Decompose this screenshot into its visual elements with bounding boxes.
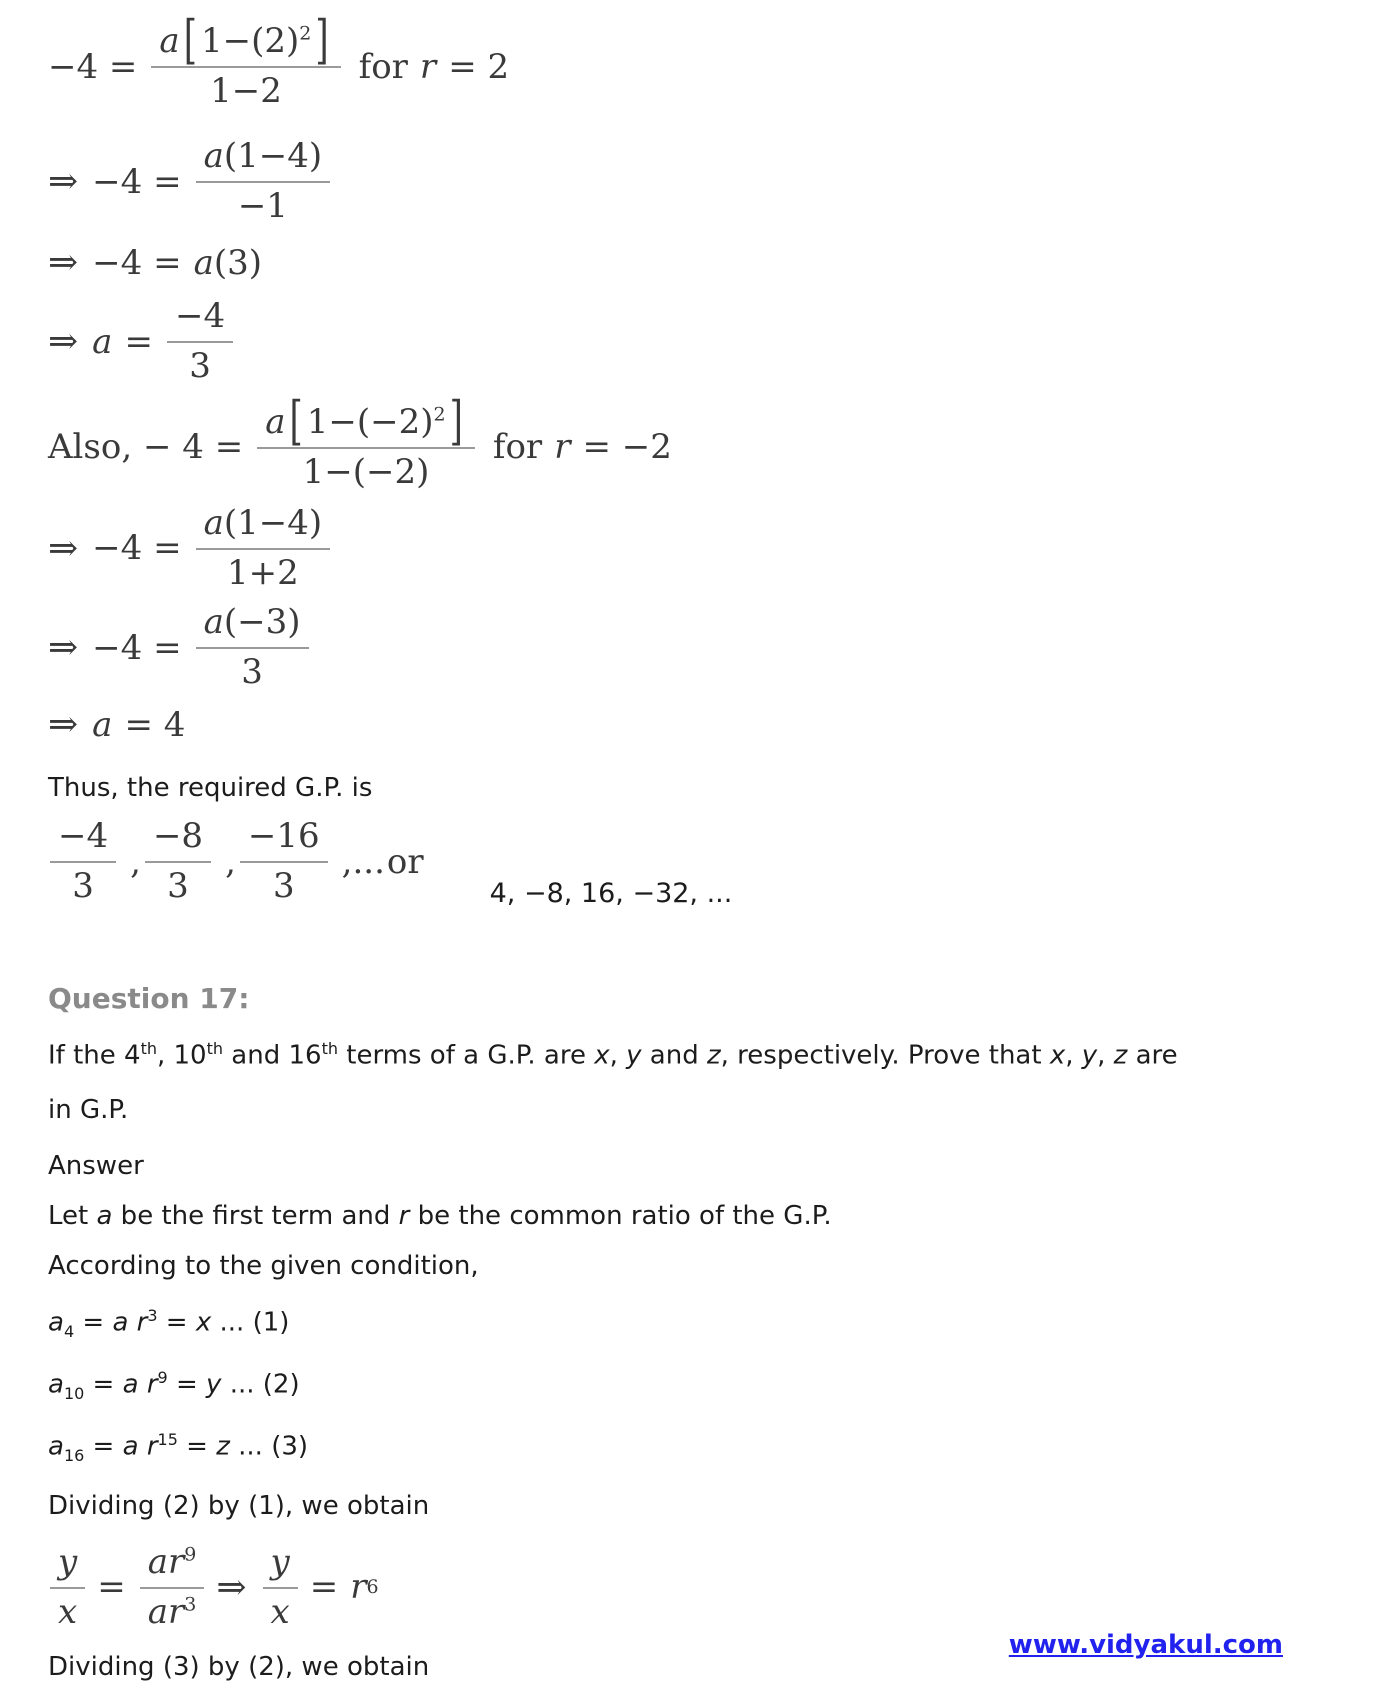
ordinal-superscript: th: [321, 1039, 338, 1059]
let-line: [48, 1199, 1335, 1233]
eq5-num-inner: 1−(−2): [306, 401, 434, 442]
implies-arrow: ⇒: [48, 242, 79, 284]
exponent-9: 9: [184, 1543, 197, 1566]
var-z: z: [1113, 1040, 1128, 1071]
exponent-2: 2: [433, 403, 446, 426]
equation-number: ... (1): [211, 1307, 290, 1338]
comma-separator: ,: [225, 841, 236, 882]
exponent-3: 3: [147, 1305, 158, 1325]
var-a: a: [203, 136, 224, 177]
eq7-lhs: −4 =: [92, 627, 182, 668]
question-text-line1: [48, 1032, 1335, 1073]
eq5-prefix: Also, − 4 =: [48, 427, 244, 468]
dividing-2-by-1-line: Dividing (2) by (1), we obtain: [48, 1490, 430, 1521]
var-a: a: [96, 1200, 113, 1231]
eq1-fraction: [151, 9, 340, 112]
subscript-10: 10: [63, 1383, 85, 1403]
var-ar: ar: [147, 1591, 185, 1632]
term-equation-1: [48, 1299, 1335, 1349]
equation-step-4: [48, 297, 1335, 386]
equals-sign: =: [167, 1369, 207, 1400]
eq3-lhs: −4 =: [92, 242, 182, 283]
eq2-num-rest: (1−4): [223, 136, 323, 177]
var-a: a: [122, 1431, 139, 1462]
equation-sum-formula-r2: [48, 9, 1335, 112]
text-run: , respectively. Prove that: [720, 1040, 1050, 1071]
var-r: r: [554, 427, 571, 468]
for-word: for: [358, 46, 408, 87]
term-equation-3: [48, 1423, 1335, 1473]
var-y: y: [270, 1541, 290, 1582]
thus-required-gp-line: Thus, the required G.P. is: [48, 773, 373, 804]
equals-sign: =: [84, 1369, 123, 1400]
r-value: = −2: [582, 427, 672, 468]
exponent-3: 3: [184, 1593, 197, 1616]
equals-sign: =: [177, 1431, 217, 1462]
for-word: for: [492, 427, 543, 468]
eq6-denominator: 1+2: [196, 548, 331, 593]
var-a: a: [159, 21, 180, 61]
var-a: a: [203, 601, 224, 642]
equals-sign: =: [157, 1307, 196, 1338]
eq6-num-rest: (1−4): [223, 502, 323, 543]
eq1-numerator: [151, 9, 340, 72]
equation-step-8: [48, 704, 1335, 745]
space: [139, 1369, 147, 1399]
gp-fraction-1: [50, 817, 116, 906]
text-run: terms of a G.P. are: [337, 1040, 595, 1071]
exponent-2: 2: [299, 22, 312, 45]
gp-frac2-den: 3: [145, 861, 211, 906]
var-y: y: [58, 1541, 78, 1582]
space: [139, 1431, 147, 1461]
eq7-numerator: [196, 603, 309, 647]
text-run: If the 4: [48, 1040, 141, 1071]
eq2-fraction: [196, 137, 331, 226]
var-a: a: [122, 1369, 139, 1400]
equation-number: ... (3): [229, 1431, 309, 1462]
equation-step-7: [48, 603, 1335, 692]
or-word: or: [386, 841, 424, 882]
text-run: , 10: [156, 1040, 207, 1071]
close-square-bracket: ]: [315, 9, 329, 72]
var-a: a: [92, 321, 113, 362]
text-run: be the first term and: [112, 1200, 399, 1231]
equation-step-2: [48, 137, 1335, 226]
gp-frac1-num: −4: [58, 816, 109, 857]
text-run: and: [641, 1040, 707, 1071]
var-z: z: [216, 1431, 230, 1462]
eq1-denominator: 1−2: [151, 66, 340, 111]
var-y: y: [1081, 1040, 1098, 1071]
implies-arrow: ⇒: [48, 321, 79, 363]
var-r: r: [398, 1200, 410, 1231]
equals-sign: =: [74, 1307, 113, 1338]
equation-step-6: [48, 504, 1335, 593]
eq6-numerator: [196, 504, 331, 548]
var-a: a: [92, 704, 113, 745]
eq5-numerator: [257, 390, 475, 453]
eq1-num-inner: 1−(2): [200, 21, 300, 61]
var-a: a: [203, 502, 224, 543]
implies-arrow: ⇒: [216, 1566, 247, 1608]
equation-sum-formula-r-neg2: [48, 390, 1335, 492]
close-square-bracket: ]: [449, 390, 463, 453]
equals-sign: =: [84, 1431, 123, 1462]
implies-arrow: ⇒: [48, 527, 79, 569]
gp-alternate-series: 4, −8, 16, −32, ...: [489, 878, 733, 910]
term-equation-2: [48, 1361, 1335, 1411]
according-line: According to the given condition,: [48, 1250, 479, 1281]
eq4-denominator: 3: [167, 341, 233, 386]
var-z: z: [706, 1040, 721, 1071]
ratio-frac-ar: [140, 1543, 205, 1632]
eq7-denominator: 3: [196, 647, 309, 692]
open-square-bracket: [: [289, 390, 303, 453]
var-r: r: [350, 1567, 367, 1608]
gp-frac3-den: 3: [240, 861, 328, 906]
eq2-denominator: −1: [196, 181, 331, 226]
vidyakul-footer-link[interactable]: www.vidyakul.com: [1008, 1630, 1283, 1660]
text-run: are: [1127, 1040, 1178, 1071]
var-a: a: [112, 1307, 129, 1338]
exponent-9: 9: [157, 1367, 168, 1387]
ordinal-superscript: th: [206, 1039, 224, 1059]
eq4-fraction: [167, 297, 233, 386]
eq7-fraction: [196, 603, 309, 692]
comma-separator: ,: [130, 841, 141, 882]
var-r: r: [419, 46, 437, 87]
space: [128, 1308, 136, 1338]
question-text-line2: in G.P.: [48, 1094, 129, 1125]
ordinal-superscript: th: [140, 1039, 157, 1059]
var-a: a: [265, 401, 286, 442]
var-x: x: [263, 1587, 298, 1632]
text-run: and 16: [223, 1040, 322, 1071]
equals-sign: =: [309, 1567, 339, 1608]
text-run: ,: [1097, 1040, 1114, 1071]
equals-sign: =: [97, 1567, 126, 1608]
exponent-15: 15: [157, 1429, 178, 1449]
eq6-fraction: [196, 504, 331, 593]
text-run: ,: [1065, 1040, 1082, 1071]
var-a: a: [48, 1431, 64, 1462]
var-y: y: [626, 1040, 642, 1071]
ratio-frac-yx-1: [50, 1543, 85, 1632]
eq2-lhs: −4 =: [92, 161, 182, 202]
answer-label: Answer: [48, 1150, 144, 1181]
gp-fraction-2: [145, 817, 211, 906]
subscript-4: 4: [63, 1321, 75, 1341]
eq5-denominator: 1−(−2): [257, 447, 475, 492]
eq3-rest: (3): [213, 242, 263, 283]
var-a: a: [48, 1307, 64, 1338]
ratio-equation: $\frac{y}{x}$ = $\frac{ar^9}{ar^3}$ ⇒ $\frac{y}{x}$ = r 6: [48, 1543, 1335, 1632]
equals-sign: =: [124, 321, 153, 362]
equation-step-3: [48, 242, 1335, 283]
var-r: r: [146, 1369, 158, 1400]
eq6-lhs: −4 =: [92, 528, 182, 569]
var-y: y: [206, 1369, 222, 1400]
question-heading: Question 17:: [48, 982, 250, 1016]
text-run: Let: [48, 1200, 97, 1231]
var-x: x: [195, 1307, 212, 1338]
open-square-bracket: [: [183, 9, 197, 72]
gp-series-equation: [48, 816, 1335, 910]
var-r: r: [146, 1431, 158, 1462]
ellipsis-separator: ,...: [341, 841, 385, 882]
implies-arrow: ⇒: [48, 627, 79, 669]
ratio-frac-ar-num: [140, 1543, 205, 1587]
equation-number: ... (2): [221, 1369, 300, 1400]
var-ar: ar: [147, 1541, 185, 1582]
ratio-frac-yx-2: [263, 1543, 298, 1632]
eq5-fraction: [257, 390, 475, 492]
var-a: a: [48, 1369, 64, 1400]
text-run: be the common ratio of the G.P.: [409, 1200, 832, 1231]
text-run: ,: [609, 1040, 627, 1071]
eq4-numerator: −4: [174, 296, 226, 337]
var-a: a: [193, 242, 214, 283]
ratio-frac-ar-den: [140, 1587, 205, 1632]
gp-frac3-num: −16: [247, 816, 320, 857]
eq2-numerator: [196, 137, 331, 181]
subscript-16: 16: [63, 1445, 85, 1465]
gp-frac1-den: 3: [50, 861, 116, 906]
r-value: = 2: [448, 46, 510, 87]
dividing-3-by-2-line: Dividing (3) by (2), we obtain: [48, 1651, 430, 1682]
eq1-lhs: −4 =: [48, 46, 138, 87]
var-x: x: [50, 1587, 85, 1632]
implies-arrow: ⇒: [48, 161, 79, 203]
gp-frac2-num: −8: [152, 816, 204, 857]
eq7-num-rest: (−3): [223, 601, 301, 642]
var-x: x: [594, 1040, 610, 1071]
eq8-rest: = 4: [124, 704, 186, 745]
var-x: x: [1049, 1040, 1066, 1071]
gp-fraction-3: [240, 817, 328, 906]
implies-arrow: ⇒: [48, 704, 79, 746]
var-r: r: [136, 1307, 148, 1338]
